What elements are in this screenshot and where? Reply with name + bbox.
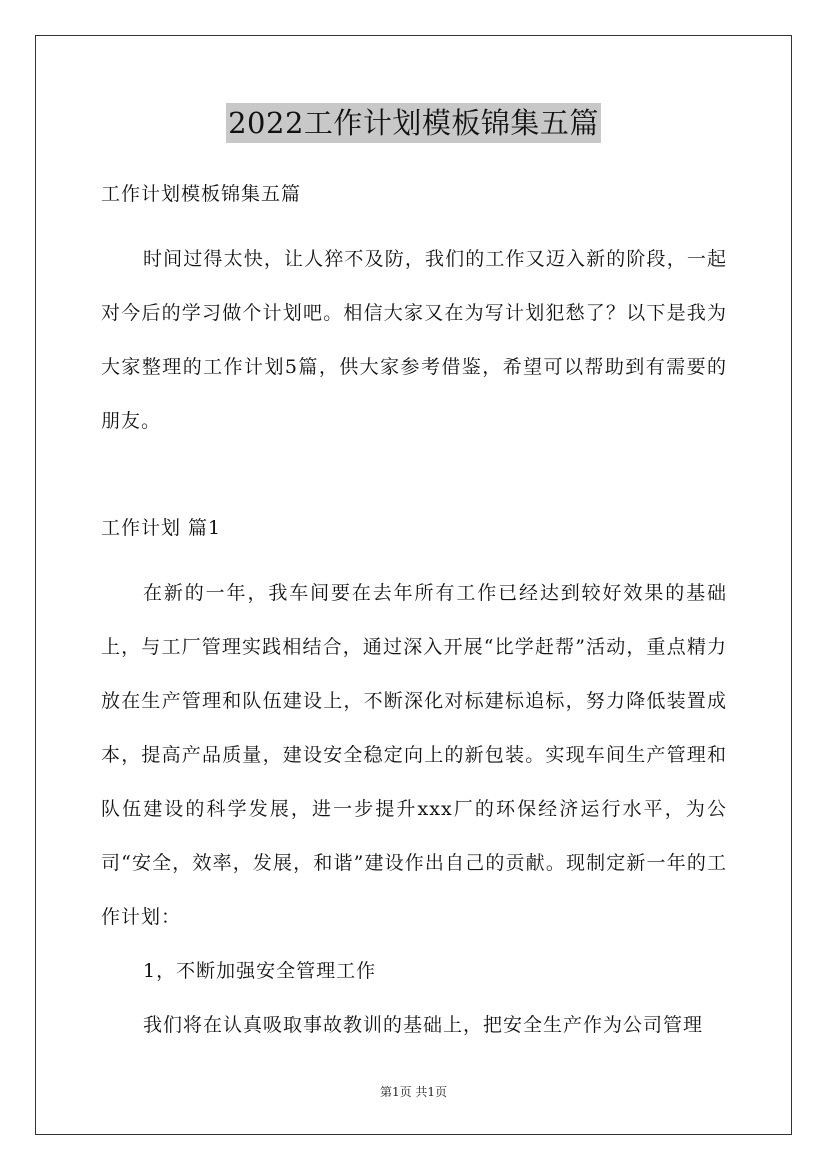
item-paragraph: 我们将在认真吸取事故教训的基础上，把安全生产作为公司管理 <box>143 1014 704 1036</box>
intro-paragraph: 时间过得太快，让人猝不及防，我们的工作又迈入新的阶段，一起对今后的学习做个计划吧。相信大家又在为写计划犯愁了？以下是我为大家整理的工作计划5篇，供大家参考借鉴，希望可以帮助到有需要的朋友。 <box>101 248 727 432</box>
document-title: 2022工作计划模板锦集五篇 <box>226 103 601 143</box>
section-heading: 工作计划 篇1 <box>101 517 222 539</box>
document-subtitle: 工作计划模板锦集五篇 <box>101 183 302 205</box>
title-container <box>0 103 827 143</box>
page-number: 第1页 共1页 <box>379 1085 448 1099</box>
item-heading: 1，不断加强安全管理工作 <box>143 960 377 982</box>
page-footer <box>0 1083 827 1101</box>
document-body <box>101 178 727 1052</box>
section-paragraph: 在新的一年，我车间要在去年所有工作已经达到较好效果的基础上，与工厂管理实践相结合，通过深入开展“比学赶帮”活动，重点精力放在生产管理和队伍建设上，不断深化对标建标追标，努力降低装置成本，提高产品质量，建设安全稳定向上的新包装。实现车间生产管理和队伍建设的科学发展，进一步提升xxx厂的环保经济运行水平，为公司“安全，效率，发展，和谐”建设作出自己的贡献。现制定新一年的工作计划： <box>101 582 727 928</box>
